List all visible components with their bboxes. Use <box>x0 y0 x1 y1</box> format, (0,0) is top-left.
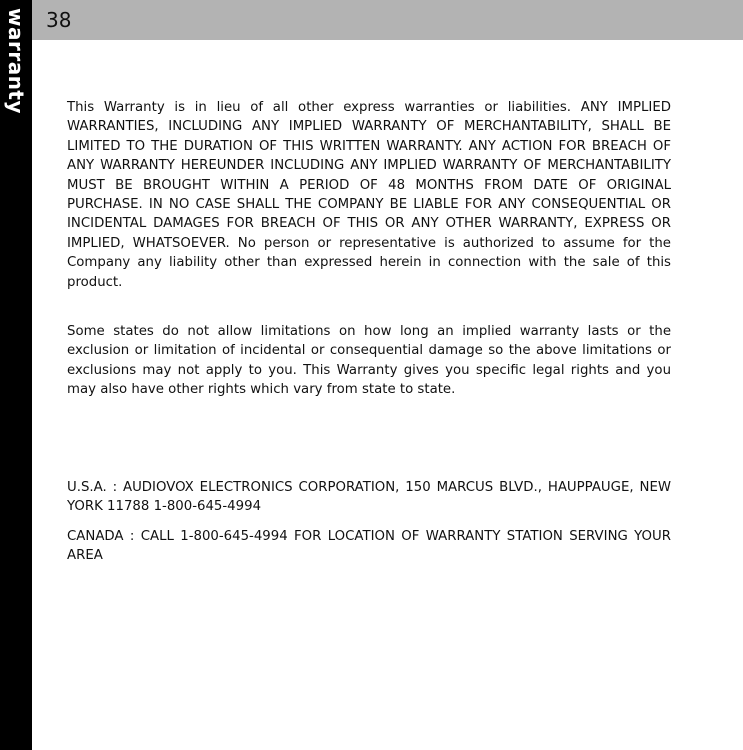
section-side-tab <box>0 0 32 750</box>
paragraph-state-rights: Some states do not allow limitations on how long an implied warranty lasts or the exclusion or limitation of incidental or consequential damage so the above limitations or exclusions may not apply to you. This Warranty gives you specific legal rights and you may also have other rights which vary from state to state. <box>67 324 671 398</box>
page-header-bar <box>32 0 743 40</box>
section-label: warranty <box>4 8 28 115</box>
warranty-text <box>67 98 671 565</box>
paragraph-canada-contact: CANADA : CALL 1-800-645-4994 FOR LOCATION OF WARRANTY STATION SERVING YOUR AREA <box>67 528 671 563</box>
page-number: 38 <box>46 8 72 32</box>
paragraph-limitations: This Warranty is in lieu of all other express warranties or liabilities. ANY IMPLIED WARRANTIES, INCLUDING ANY IMPLIED WARRANTY OF MERCHANTABILITY, SHALL BE LIMITED TO THE DURATION OF THIS WRITTEN WARRANTY. ANY ACTION FOR BREACH OF ANY WARRANTY HEREUNDER INCLUDING ANY IMPLIED WARRANTY OF MERCHANTABILITY MUST BE BROUGHT WITHIN A PERIOD OF 48 MONTHS FROM DATE OF ORIGINAL PURCHASE. IN NO CASE SHALL THE COMPANY BE LIABLE FOR ANY CONSEQUENTIAL OR INCIDENTAL DAMAGES FOR BREACH OF THIS OR ANY OTHER WARRANTY, EXPRESS OR IMPLIED, WHATSOEVER. No person or representative is authorized to assume for the Company any liability other than expressed herein in connection with the sale of this product. <box>67 100 671 290</box>
paragraph-usa-contact: U.S.A. : AUDIOVOX ELECTRONICS CORPORATION, 150 MARCUS BLVD., HAUPPAUGE, NEW YORK 11788 1-800-645-4994 <box>67 479 671 515</box>
